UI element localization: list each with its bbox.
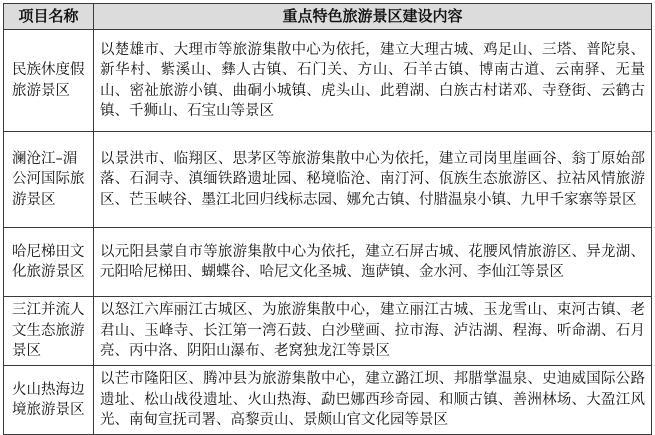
table-header-row — [4, 4, 652, 30]
project-name-cell: 澜沧江–湄公河国际旅游景区 — [4, 132, 94, 228]
table-row — [4, 366, 652, 435]
table-row — [4, 297, 652, 366]
project-name-cell: 哈尼梯田文化旅游景区 — [4, 228, 94, 297]
construction-content-cell: 以景洪市、临翔区、思茅区等旅游集散中心为依托，建立司岗里崖画谷、翁丁原始部落、石洞寺、滇缅铁路遗址园、秘境临沧、南汀河、佤族生态旅游区、拉祜风情旅游区、芒玉峡谷、墨江北回归线标志园、娜允古镇、付腊温泉小镇、九甲千家寨等景区 — [94, 132, 652, 228]
construction-content-cell: 以楚雄市、大理市等旅游集散中心为依托，建立大理古城、鸡足山、三塔、普陀泉、新华村、紫溪山、彝人古镇、石门关、方山、石羊古镇、博南古道、云南驿、无量山、密祉旅游小镇、曲硐小城镇、虎头山、此碧湖、白族古村诺邓、寺登街、云鹤古镇、千狮山、石宝山等景区 — [94, 30, 652, 132]
scenic-area-table — [3, 3, 652, 435]
project-name-cell: 火山热海边境旅游景区 — [4, 366, 94, 435]
construction-content-cell: 以怒江六库丽江古城区、为旅游集散中心，建立丽江古城、玉龙雪山、束河古镇、老君山、玉峰寺、长江第一湾石鼓、白沙壁画、拉市海、泸沽湖、程海、听命湖、石月亮、丙中洛、阴阳山瀑布、老窝独龙江等景区 — [94, 297, 652, 366]
table-row — [4, 132, 652, 228]
project-name-cell: 三江并流人文生态旅游景区 — [4, 297, 94, 366]
header-project-name: 项目名称 — [4, 4, 94, 30]
construction-content-cell: 以元阳县蒙自市等旅游集散中心为依托，建立石屏古城、花腰风情旅游区、异龙湖、元阳哈尼梯田、蝴蝶谷、哈尼文化圣城、迤萨镇、金水河、李仙江等景区 — [94, 228, 652, 297]
table-row — [4, 30, 652, 132]
construction-content-cell: 以芒市隆阳区、腾冲县为旅游集散中心，建立潞江坝、邦腊掌温泉、史迪威国际公路遗址、松山战役遗址、火山热海、勐巴娜西珍奇园、和顺古镇、善洲林场、大盈江风光、南甸宣抚司署、高黎贡山、景颇山官文化园等景区 — [94, 366, 652, 435]
table-row — [4, 228, 652, 297]
header-construction-content: 重点特色旅游景区建设内容 — [94, 4, 652, 30]
project-name-cell: 民族休度假旅游景区 — [4, 30, 94, 132]
